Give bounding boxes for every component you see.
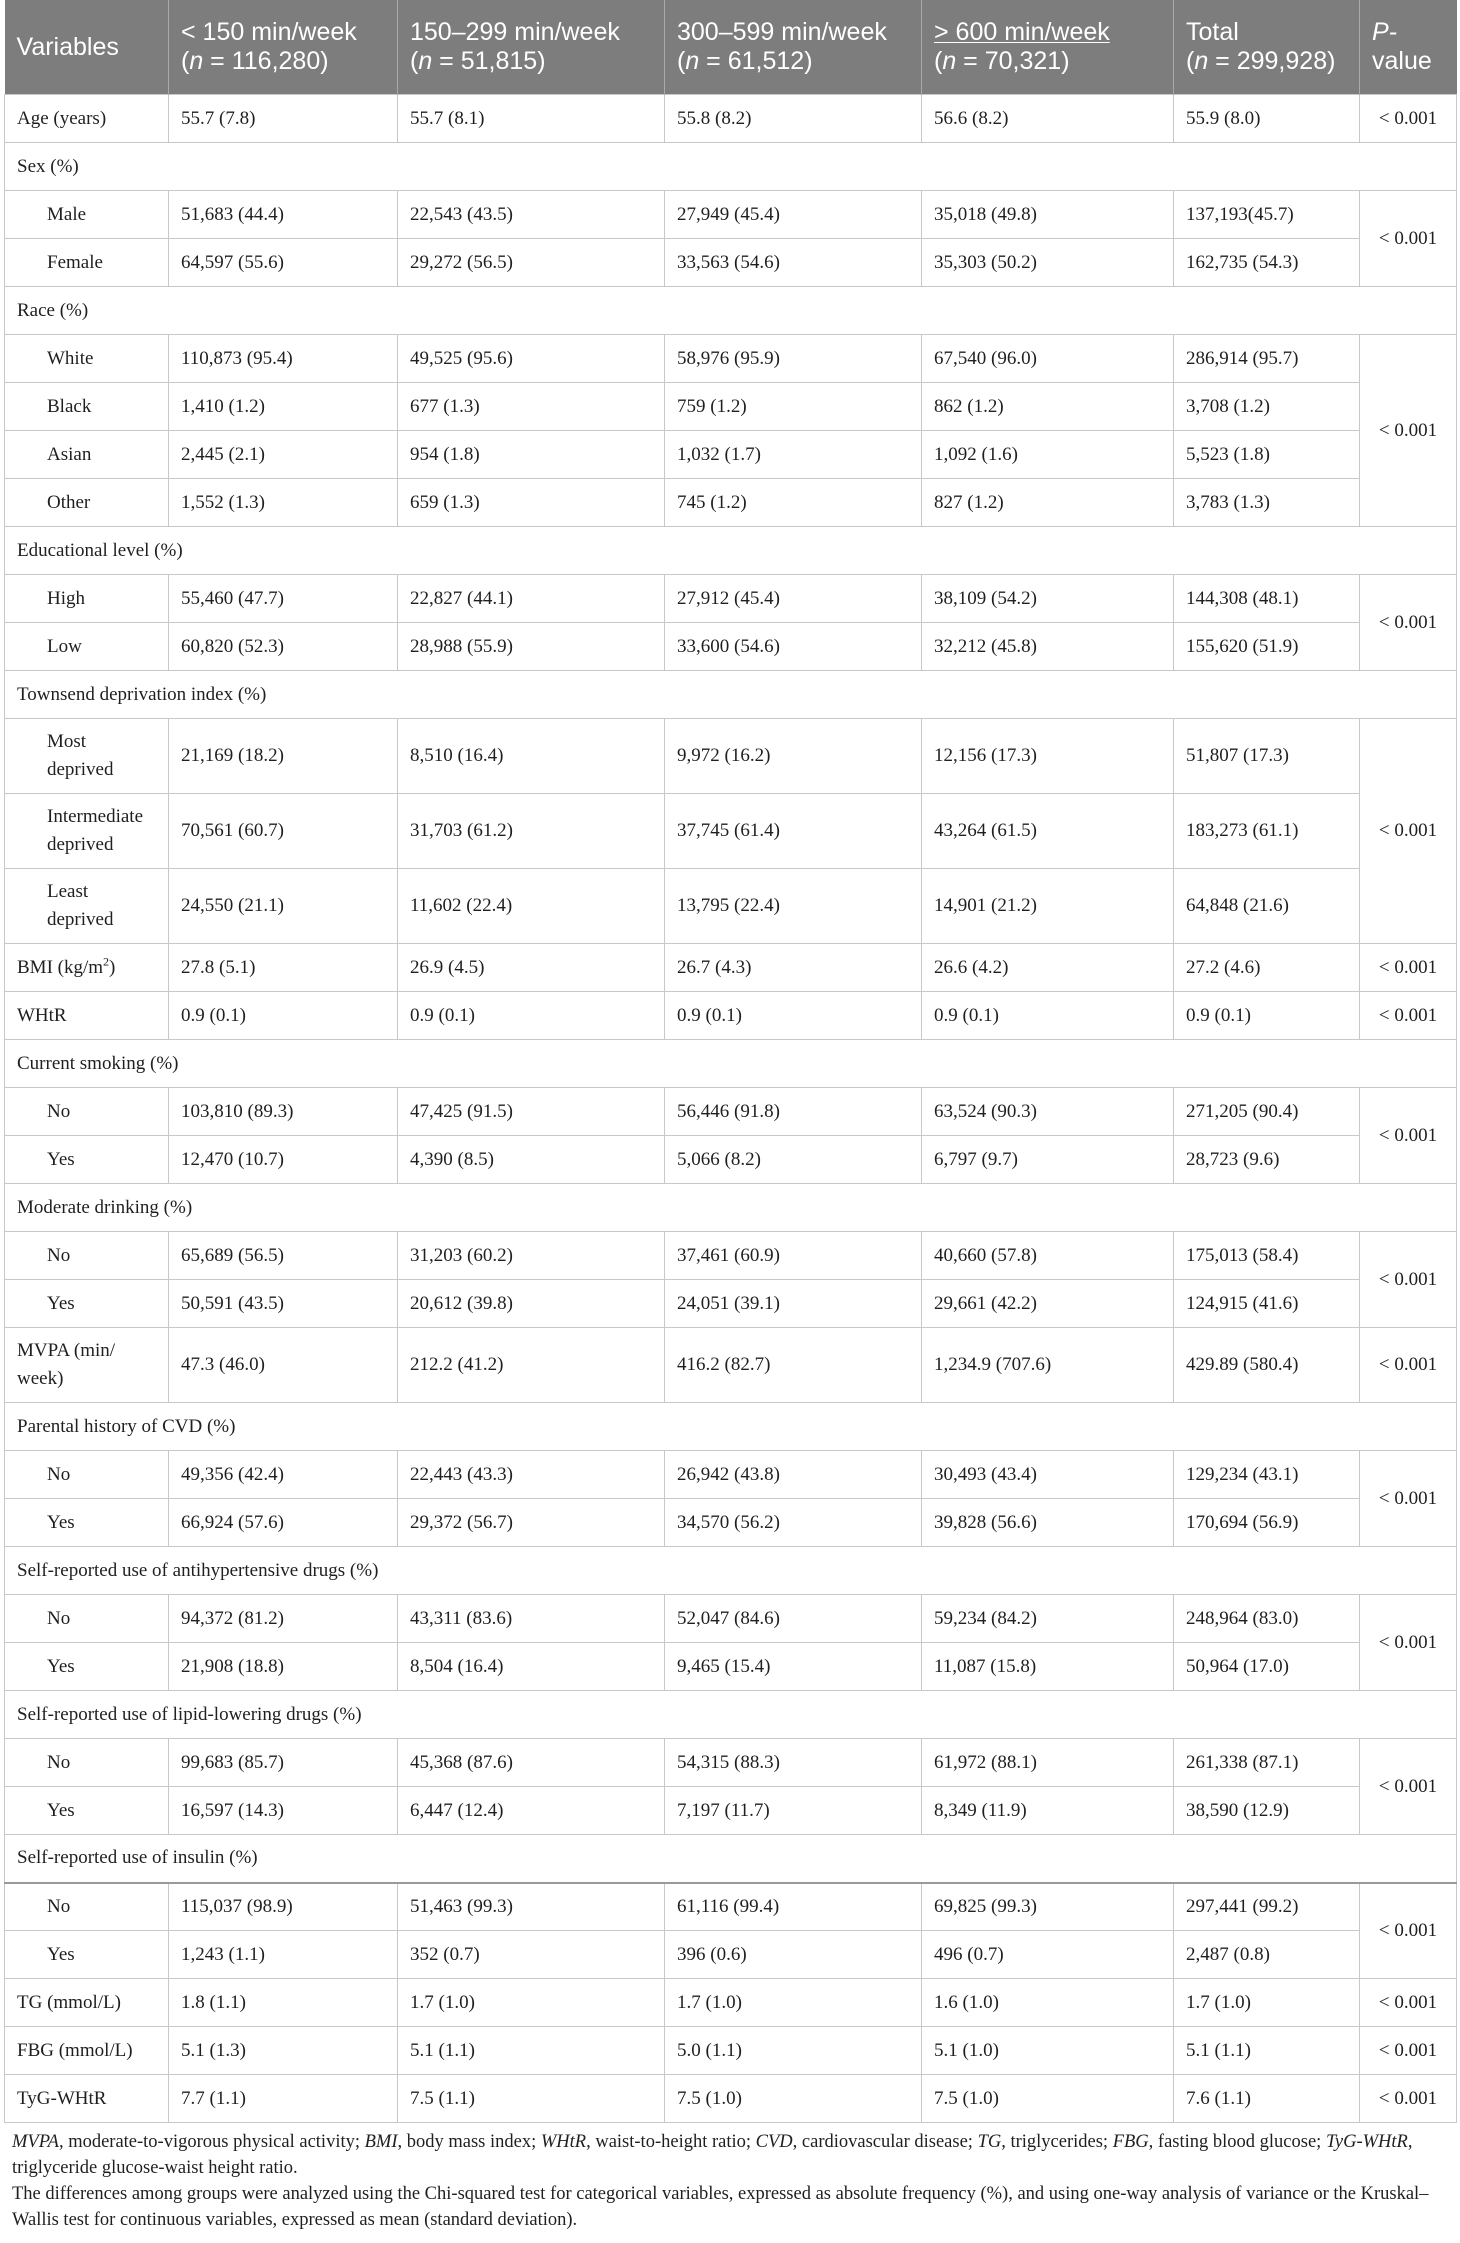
cell-value: 1,243 (1.1) — [169, 1931, 398, 1979]
cell-value: 5.1 (1.0) — [922, 2027, 1174, 2075]
cell-value: 34,570 (56.2) — [665, 1499, 922, 1547]
table-footnote — [4, 2123, 1456, 2233]
cell-p-value: < 0.001 — [1360, 1088, 1457, 1184]
cell-value: 60,820 (52.3) — [169, 623, 398, 671]
cell-value: 677 (1.3) — [398, 383, 665, 431]
footnote-methods: The differences among groups were analyzed using the Chi-squared test for categorical variables, expressed as absolute frequency (%), and using one-way analysis of variance or the Kruskal–Wallis test for continuous variables, expressed as mean (standard deviation). — [12, 2184, 1429, 2230]
cell-value: 11,087 (15.8) — [922, 1643, 1174, 1691]
table-row-section-cvd — [5, 1403, 1457, 1451]
cell-value: 69,825 (99.3) — [922, 1883, 1174, 1931]
header-group-lt150: < 150 min/week (n = 116,280) — [169, 0, 398, 95]
row-label: Asian — [5, 431, 169, 479]
table-row-fbg — [5, 2027, 1457, 2075]
cell-value: 55.9 (8.0) — [1174, 95, 1360, 143]
cell-value: 1.6 (1.0) — [922, 1979, 1174, 2027]
cell-value: 50,591 (43.5) — [169, 1280, 398, 1328]
row-label: No — [5, 1595, 169, 1643]
cell-value: 12,156 (17.3) — [922, 719, 1174, 794]
cell-value: 38,109 (54.2) — [922, 575, 1174, 623]
cell-p-value: < 0.001 — [1360, 2027, 1457, 2075]
row-label: Yes — [5, 1136, 169, 1184]
cell-p-value: < 0.001 — [1360, 1883, 1457, 1979]
header-p-value: P- value — [1360, 0, 1457, 95]
cell-value: 24,550 (21.1) — [169, 869, 398, 944]
table-row-cvd-no — [5, 1451, 1457, 1499]
row-label: Yes — [5, 1499, 169, 1547]
row-label: MVPA (min/ week) — [5, 1328, 169, 1403]
cell-value: 21,169 (18.2) — [169, 719, 398, 794]
table-row-section-smoking — [5, 1040, 1457, 1088]
cell-value: 39,828 (56.6) — [922, 1499, 1174, 1547]
cell-value: 271,205 (90.4) — [1174, 1088, 1360, 1136]
cell-value: 954 (1.8) — [398, 431, 665, 479]
cell-value: 7,197 (11.7) — [665, 1787, 922, 1835]
cell-value: 0.9 (0.1) — [1174, 992, 1360, 1040]
cell-value: 7.5 (1.1) — [398, 2075, 665, 2123]
cell-value: 21,908 (18.8) — [169, 1643, 398, 1691]
cell-value: 22,443 (43.3) — [398, 1451, 665, 1499]
cell-value: 37,745 (61.4) — [665, 794, 922, 869]
cell-value: 1,552 (1.3) — [169, 479, 398, 527]
row-label: Yes — [5, 1787, 169, 1835]
table-row-section-education — [5, 527, 1457, 575]
cell-p-value: < 0.001 — [1360, 191, 1457, 287]
cell-p-value: < 0.001 — [1360, 992, 1457, 1040]
section-label: Current smoking (%) — [5, 1040, 1457, 1088]
cell-value: 1,410 (1.2) — [169, 383, 398, 431]
cell-value: 27,949 (45.4) — [665, 191, 922, 239]
row-label: WHtR — [5, 992, 169, 1040]
cell-value: 1.7 (1.0) — [1174, 1979, 1360, 2027]
row-label: Intermediate deprived — [5, 794, 169, 869]
cell-value: 52,047 (84.6) — [665, 1595, 922, 1643]
cell-value: 38,590 (12.9) — [1174, 1787, 1360, 1835]
cell-value: 26.7 (4.3) — [665, 944, 922, 992]
row-label: Yes — [5, 1931, 169, 1979]
cell-value: 65,689 (56.5) — [169, 1232, 398, 1280]
row-label: No — [5, 1451, 169, 1499]
cell-value: 22,827 (44.1) — [398, 575, 665, 623]
cell-value: 2,487 (0.8) — [1174, 1931, 1360, 1979]
cell-value: 3,783 (1.3) — [1174, 479, 1360, 527]
cell-p-value: < 0.001 — [1360, 335, 1457, 527]
cell-value: 5.1 (1.1) — [398, 2027, 665, 2075]
cell-value: 51,683 (44.4) — [169, 191, 398, 239]
cell-value: 55.7 (8.1) — [398, 95, 665, 143]
row-label: BMI $(kg/m^2)$ — [5, 944, 169, 992]
cell-value: 429.89 (580.4) — [1174, 1328, 1360, 1403]
cell-value: 64,597 (55.6) — [169, 239, 398, 287]
cell-value: 396 (0.6) — [665, 1931, 922, 1979]
table-row-section-townsend — [5, 671, 1457, 719]
cell-value: 37,461 (60.9) — [665, 1232, 922, 1280]
cell-value: 94,372 (81.2) — [169, 1595, 398, 1643]
cell-value: 7.7 (1.1) — [169, 2075, 398, 2123]
cell-value: 5.1 (1.3) — [169, 2027, 398, 2075]
header-group-150-299: 150–299 min/week (n = 51,815) — [398, 0, 665, 95]
cell-value: 33,600 (54.6) — [665, 623, 922, 671]
cell-value: 496 (0.7) — [922, 1931, 1174, 1979]
cell-value: 61,972 (88.1) — [922, 1739, 1174, 1787]
header-total: Total (n = 299,928) — [1174, 0, 1360, 95]
table-row-lipid-lowering-yes — [5, 1787, 1457, 1835]
cell-value: 31,703 (61.2) — [398, 794, 665, 869]
baseline-characteristics-table — [4, 0, 1457, 2123]
cell-p-value: < 0.001 — [1360, 1595, 1457, 1691]
cell-value: 14,901 (21.2) — [922, 869, 1174, 944]
table-row-section-antihypertensive — [5, 1547, 1457, 1595]
table-row-section-drinking — [5, 1184, 1457, 1232]
table-row-section-lipid-lowering — [5, 1691, 1457, 1739]
cell-value: 13,795 (22.4) — [665, 869, 922, 944]
cell-value: 248,964 (83.0) — [1174, 1595, 1360, 1643]
cell-value: 70,561 (60.7) — [169, 794, 398, 869]
cell-value: 61,116 (99.4) — [665, 1883, 922, 1931]
cell-value: 212.2 (41.2) — [398, 1328, 665, 1403]
table-header-row — [5, 0, 1457, 95]
row-label: Yes — [5, 1643, 169, 1691]
row-label: Other — [5, 479, 169, 527]
cell-value: 24,051 (39.1) — [665, 1280, 922, 1328]
table-row-sex-male — [5, 191, 1457, 239]
row-label: No — [5, 1232, 169, 1280]
cell-value: 54,315 (88.3) — [665, 1739, 922, 1787]
cell-value: 4,390 (8.5) — [398, 1136, 665, 1184]
row-label: No — [5, 1883, 169, 1931]
section-label: Self-reported use of antihypertensive drugs (%) — [5, 1547, 1457, 1595]
cell-value: 11,602 (22.4) — [398, 869, 665, 944]
table-row-race-other — [5, 479, 1457, 527]
cell-p-value: < 0.001 — [1360, 1451, 1457, 1547]
table-row-race-black — [5, 383, 1457, 431]
cell-value: 50,964 (17.0) — [1174, 1643, 1360, 1691]
cell-p-value: < 0.001 — [1360, 95, 1457, 143]
cell-value: 55.8 (8.2) — [665, 95, 922, 143]
cell-value: 51,807 (17.3) — [1174, 719, 1360, 794]
cell-value: 56,446 (91.8) — [665, 1088, 922, 1136]
cell-value: 286,914 (95.7) — [1174, 335, 1360, 383]
cell-value: 8,510 (16.4) — [398, 719, 665, 794]
table-row-tyg-whtr — [5, 2075, 1457, 2123]
cell-value: 20,612 (39.8) — [398, 1280, 665, 1328]
cell-value: 115,037 (98.9) — [169, 1883, 398, 1931]
cell-p-value: < 0.001 — [1360, 944, 1457, 992]
cell-value: 8,349 (11.9) — [922, 1787, 1174, 1835]
cell-value: 137,193(45.7) — [1174, 191, 1360, 239]
cell-p-value: < 0.001 — [1360, 1739, 1457, 1835]
cell-value: 22,543 (43.5) — [398, 191, 665, 239]
cell-value: 6,447 (12.4) — [398, 1787, 665, 1835]
cell-value: 30,493 (43.4) — [922, 1451, 1174, 1499]
cell-value: 26.6 (4.2) — [922, 944, 1174, 992]
cell-value: 7.5 (1.0) — [665, 2075, 922, 2123]
cell-p-value: < 0.001 — [1360, 719, 1457, 944]
row-label: TG (mmol/L) — [5, 1979, 169, 2027]
cell-value: 0.9 (0.1) — [922, 992, 1174, 1040]
cell-value: 31,203 (60.2) — [398, 1232, 665, 1280]
row-label: Low — [5, 623, 169, 671]
row-label: TyG-WHtR — [5, 2075, 169, 2123]
cell-value: 55,460 (47.7) — [169, 575, 398, 623]
table-row-tdi-most — [5, 719, 1457, 794]
cell-value: 0.9 (0.1) — [398, 992, 665, 1040]
cell-value: 99,683 (85.7) — [169, 1739, 398, 1787]
cell-value: 35,303 (50.2) — [922, 239, 1174, 287]
cell-value: 0.9 (0.1) — [665, 992, 922, 1040]
table-row-tg — [5, 1979, 1457, 2027]
cell-p-value: < 0.001 — [1360, 1979, 1457, 2027]
cell-value: 129,234 (43.1) — [1174, 1451, 1360, 1499]
cell-value: 43,311 (83.6) — [398, 1595, 665, 1643]
table-row-age — [5, 95, 1457, 143]
cell-value: 659 (1.3) — [398, 479, 665, 527]
cell-value: 32,212 (45.8) — [922, 623, 1174, 671]
row-label: No — [5, 1739, 169, 1787]
table-row-tdi-intermediate — [5, 794, 1457, 869]
cell-value: 175,013 (58.4) — [1174, 1232, 1360, 1280]
cell-value: 55.7 (7.8) — [169, 95, 398, 143]
table-row-mvpa — [5, 1328, 1457, 1403]
cell-value: 26.9 (4.5) — [398, 944, 665, 992]
table-row-smoking-yes — [5, 1136, 1457, 1184]
cell-p-value: < 0.001 — [1360, 1328, 1457, 1403]
cell-value: 3,708 (1.2) — [1174, 383, 1360, 431]
row-label: FBG (mmol/L) — [5, 2027, 169, 2075]
row-label: Most deprived — [5, 719, 169, 794]
cell-value: 12,470 (10.7) — [169, 1136, 398, 1184]
row-label: Yes — [5, 1280, 169, 1328]
baseline-characteristics-table-container — [4, 0, 1456, 2233]
cell-value: 7.6 (1.1) — [1174, 2075, 1360, 2123]
table-row-section-insulin — [5, 1835, 1457, 1883]
cell-value: 1.7 (1.0) — [398, 1979, 665, 2027]
cell-value: 6,797 (9.7) — [922, 1136, 1174, 1184]
table-row-sex-female — [5, 239, 1457, 287]
table-row-drinking-yes — [5, 1280, 1457, 1328]
cell-value: 66,924 (57.6) — [169, 1499, 398, 1547]
cell-value: 1,234.9 (707.6) — [922, 1328, 1174, 1403]
footnote-abbreviations: MVPA, moderate-to-vigorous physical activity; BMI, body mass index; WHtR, waist-to-height ratio; CVD, cardiovascular disease; TG, triglycerides; FBG, fasting blood glucose; TyG-WHtR, triglyceride glucose-waist height ratio. — [12, 2132, 1413, 2178]
cell-value: 162,735 (54.3) — [1174, 239, 1360, 287]
cell-value: 759 (1.2) — [665, 383, 922, 431]
cell-value: 5.1 (1.1) — [1174, 2027, 1360, 2075]
cell-value: 1,032 (1.7) — [665, 431, 922, 479]
table-row-bmi — [5, 944, 1457, 992]
row-label: No — [5, 1088, 169, 1136]
cell-value: 124,915 (41.6) — [1174, 1280, 1360, 1328]
cell-value: 416.2 (82.7) — [665, 1328, 922, 1403]
cell-value: 8,504 (16.4) — [398, 1643, 665, 1691]
cell-value: 27.8 (5.1) — [169, 944, 398, 992]
cell-value: 5.0 (1.1) — [665, 2027, 922, 2075]
row-label: Female — [5, 239, 169, 287]
cell-value: 59,234 (84.2) — [922, 1595, 1174, 1643]
section-label: Educational level (%) — [5, 527, 1457, 575]
header-group-300-599: 300–599 min/week (n = 61,512) — [665, 0, 922, 95]
table-row-whtr — [5, 992, 1457, 1040]
cell-value: 29,372 (56.7) — [398, 1499, 665, 1547]
cell-value: 58,976 (95.9) — [665, 335, 922, 383]
cell-value: 27.2 (4.6) — [1174, 944, 1360, 992]
table-row-antihypertensive-yes — [5, 1643, 1457, 1691]
table-row-smoking-no — [5, 1088, 1457, 1136]
section-label: Moderate drinking (%) — [5, 1184, 1457, 1232]
cell-value: 40,660 (57.8) — [922, 1232, 1174, 1280]
cell-value: 5,066 (8.2) — [665, 1136, 922, 1184]
table-row-lipid-lowering-no — [5, 1739, 1457, 1787]
cell-value: 144,308 (48.1) — [1174, 575, 1360, 623]
header-group-ge600: > 600 min/week (n = 70,321) — [922, 0, 1174, 95]
cell-p-value: < 0.001 — [1360, 575, 1457, 671]
section-label: Sex (%) — [5, 143, 1457, 191]
cell-value: 103,810 (89.3) — [169, 1088, 398, 1136]
cell-value: 43,264 (61.5) — [922, 794, 1174, 869]
cell-value: 51,463 (99.3) — [398, 1883, 665, 1931]
cell-value: 2,445 (2.1) — [169, 431, 398, 479]
table-row-drinking-no — [5, 1232, 1457, 1280]
cell-value: 47,425 (91.5) — [398, 1088, 665, 1136]
table-row-antihypertensive-no — [5, 1595, 1457, 1643]
cell-value: 29,272 (56.5) — [398, 239, 665, 287]
cell-value: 27,912 (45.4) — [665, 575, 922, 623]
section-label: Self-reported use of lipid-lowering drugs (%) — [5, 1691, 1457, 1739]
cell-value: 63,524 (90.3) — [922, 1088, 1174, 1136]
cell-value: 33,563 (54.6) — [665, 239, 922, 287]
cell-value: 261,338 (87.1) — [1174, 1739, 1360, 1787]
row-label: Age (years) — [5, 95, 169, 143]
section-label: Parental history of CVD (%) — [5, 1403, 1457, 1451]
row-label: Least deprived — [5, 869, 169, 944]
cell-value: 862 (1.2) — [922, 383, 1174, 431]
cell-value: 35,018 (49.8) — [922, 191, 1174, 239]
cell-value: 745 (1.2) — [665, 479, 922, 527]
cell-value: 9,465 (15.4) — [665, 1643, 922, 1691]
table-row-edu-high — [5, 575, 1457, 623]
cell-value: 56.6 (8.2) — [922, 95, 1174, 143]
cell-value: 183,273 (61.1) — [1174, 794, 1360, 869]
cell-value: 7.5 (1.0) — [922, 2075, 1174, 2123]
cell-value: 28,723 (9.6) — [1174, 1136, 1360, 1184]
cell-value: 49,525 (95.6) — [398, 335, 665, 383]
cell-value: 1,092 (1.6) — [922, 431, 1174, 479]
cell-value: 64,848 (21.6) — [1174, 869, 1360, 944]
table-row-section-sex — [5, 143, 1457, 191]
cell-value: 827 (1.2) — [922, 479, 1174, 527]
cell-value: 5,523 (1.8) — [1174, 431, 1360, 479]
section-label: Self-reported use of insulin (%) — [5, 1835, 1457, 1883]
cell-value: 297,441 (99.2) — [1174, 1883, 1360, 1931]
row-label: Male — [5, 191, 169, 239]
cell-value: 9,972 (16.2) — [665, 719, 922, 794]
row-label: High — [5, 575, 169, 623]
cell-value: 1.8 (1.1) — [169, 1979, 398, 2027]
cell-value: 352 (0.7) — [398, 1931, 665, 1979]
cell-value: 0.9 (0.1) — [169, 992, 398, 1040]
table-row-edu-low — [5, 623, 1457, 671]
section-label: Townsend deprivation index (%) — [5, 671, 1457, 719]
header-variables: Variables — [5, 0, 169, 95]
cell-p-value: < 0.001 — [1360, 1232, 1457, 1328]
table-row-insulin-no — [5, 1883, 1457, 1931]
cell-value: 45,368 (87.6) — [398, 1739, 665, 1787]
row-label: White — [5, 335, 169, 383]
table-row-race-white — [5, 335, 1457, 383]
cell-value: 28,988 (55.9) — [398, 623, 665, 671]
cell-value: 67,540 (96.0) — [922, 335, 1174, 383]
table-row-insulin-yes — [5, 1931, 1457, 1979]
cell-value: 155,620 (51.9) — [1174, 623, 1360, 671]
cell-value: 170,694 (56.9) — [1174, 1499, 1360, 1547]
cell-value: 110,873 (95.4) — [169, 335, 398, 383]
table-row-race-asian — [5, 431, 1457, 479]
table-row-section-race — [5, 287, 1457, 335]
table-row-tdi-least — [5, 869, 1457, 944]
cell-value: 16,597 (14.3) — [169, 1787, 398, 1835]
row-label: Black — [5, 383, 169, 431]
cell-p-value: < 0.001 — [1360, 2075, 1457, 2123]
cell-value: 47.3 (46.0) — [169, 1328, 398, 1403]
cell-value: 1.7 (1.0) — [665, 1979, 922, 2027]
cell-value: 49,356 (42.4) — [169, 1451, 398, 1499]
section-label: Race (%) — [5, 287, 1457, 335]
table-row-cvd-yes — [5, 1499, 1457, 1547]
cell-value: 26,942 (43.8) — [665, 1451, 922, 1499]
cell-value: 29,661 (42.2) — [922, 1280, 1174, 1328]
